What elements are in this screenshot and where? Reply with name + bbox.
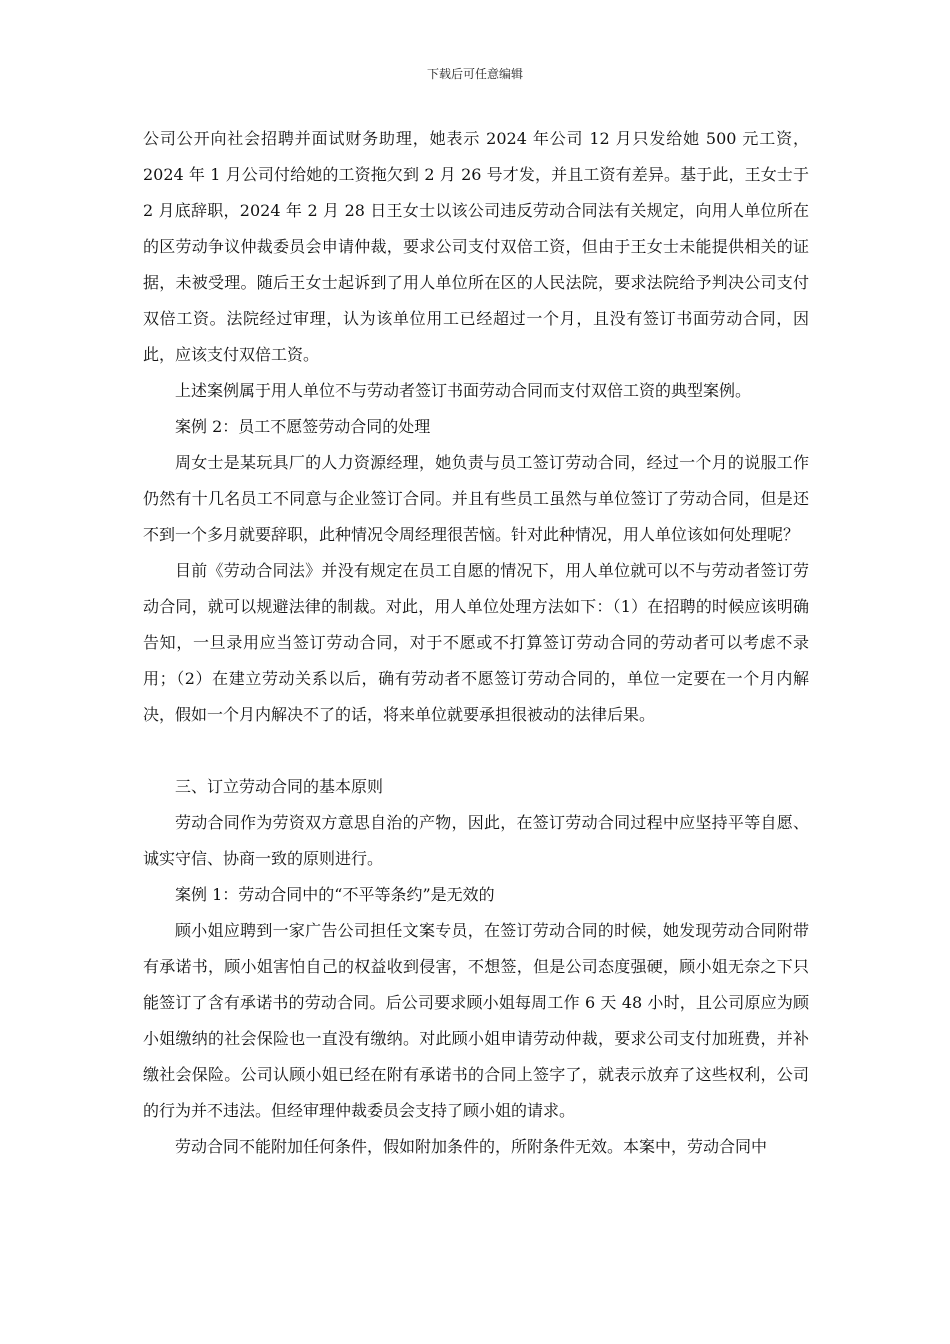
paragraph-case-summary: 上述案例属于用人单位不与劳动者签订书面劳动合同而支付双倍工资的典型案例。 (175, 381, 752, 400)
paragraph-case-zhou: 周女士是某玩具厂的人力资源经理，她负责与员工签订劳动合同，经过一个月的说服工作仍然有十几名员工不同意与企业签订合同。并且有些员工虽然与单位签订了劳动合同，但是还不到一个多月就要辞职，此种情况令周经理很苦恼。针对此种情况，用人单位该如何处理呢？ (143, 453, 809, 544)
paragraph-conditions: 劳动合同不能附加任何条件，假如附加条件的，所附条件无效。本案中，劳动合同中 (175, 1137, 768, 1156)
paragraph-case-gu: 顾小姐应聘到一家广告公司担任文案专员，在签订劳动合同的时候，她发现劳动合同附带有承诺书，顾小姐害怕自己的权益收到侵害，不想签，但是公司态度强硬，顾小姐无奈之下只能签订了含有承诺书的劳动合同。后公司要求顾小姐每周工作 6 天 48 小时，且公司原应为顾小姐缴纳的社会保险也一直没有缴纳。对此顾小姐申请劳动仲裁，要求公司支付加班费，并补缴社会保险。公司认顾小姐已经在附有承诺书的合同上签字了，就表示放弃了这些权利，公司的行为并不违法。但经审理仲裁委员会支持了顾小姐的请求。 (143, 921, 809, 1120)
page-header: 下载后可任意编辑 (426, 67, 523, 81)
case-2-heading: 案例 2：员工不愿签劳动合同的处理 (175, 417, 431, 436)
paragraph-case-wang-continued: 公司公开向社会招聘并面试财务助理，她表示 2024 年公司 12 月只发给她 500 元工资，2024 年 1 月公司付给她的工资拖欠到 2 月 26 号才发，并且工资有差异。基于此，王女士于 2 月底辞职，2024 年 2 月 28 日王女士以该公司违反劳动合同法有关规定，向用人单位所在的区劳动争议仲裁委员会申请仲裁，要求公司支付双倍工资，但由于王女士未能提供相关的证据，未被受理。随后王女士起诉到了用人单位所在区的人民法院，要求法院给予判决公司支付双倍工资。法院经过审理，认为该单位用工已经超过一个月，且没有签订书面劳动合同，因此，应该支付双倍工资。 (143, 129, 809, 364)
case-1-heading: 案例 1：劳动合同中的“不平等条约”是无效的 (175, 885, 495, 904)
paragraph-handling-method: 目前《劳动合同法》并没有规定在员工自愿的情况下，用人单位就可以不与劳动者签订劳动合同，就可以规避法律的制裁。对此，用人单位处理方法如下：（1）在招聘的时候应该明确告知，一旦录用应当签订劳动合同，对于不愿或不打算签订劳动合同的劳动者可以考虑不录用；（2）在建立劳动关系以后，确有劳动者不愿签订劳动合同的，单位一定要在一个月内解决，假如一个月内解决不了的话，将来单位就要承担很被动的法律后果。 (143, 561, 809, 724)
section-3-heading: 三、订立劳动合同的基本原则 (175, 777, 384, 796)
paragraph-principles: 劳动合同作为劳资双方意思自治的产物，因此，在签订劳动合同过程中应坚持平等自愿、诚实守信、协商一致的原则进行。 (143, 813, 809, 868)
document-body (143, 121, 809, 1165)
blank-line (143, 733, 809, 769)
